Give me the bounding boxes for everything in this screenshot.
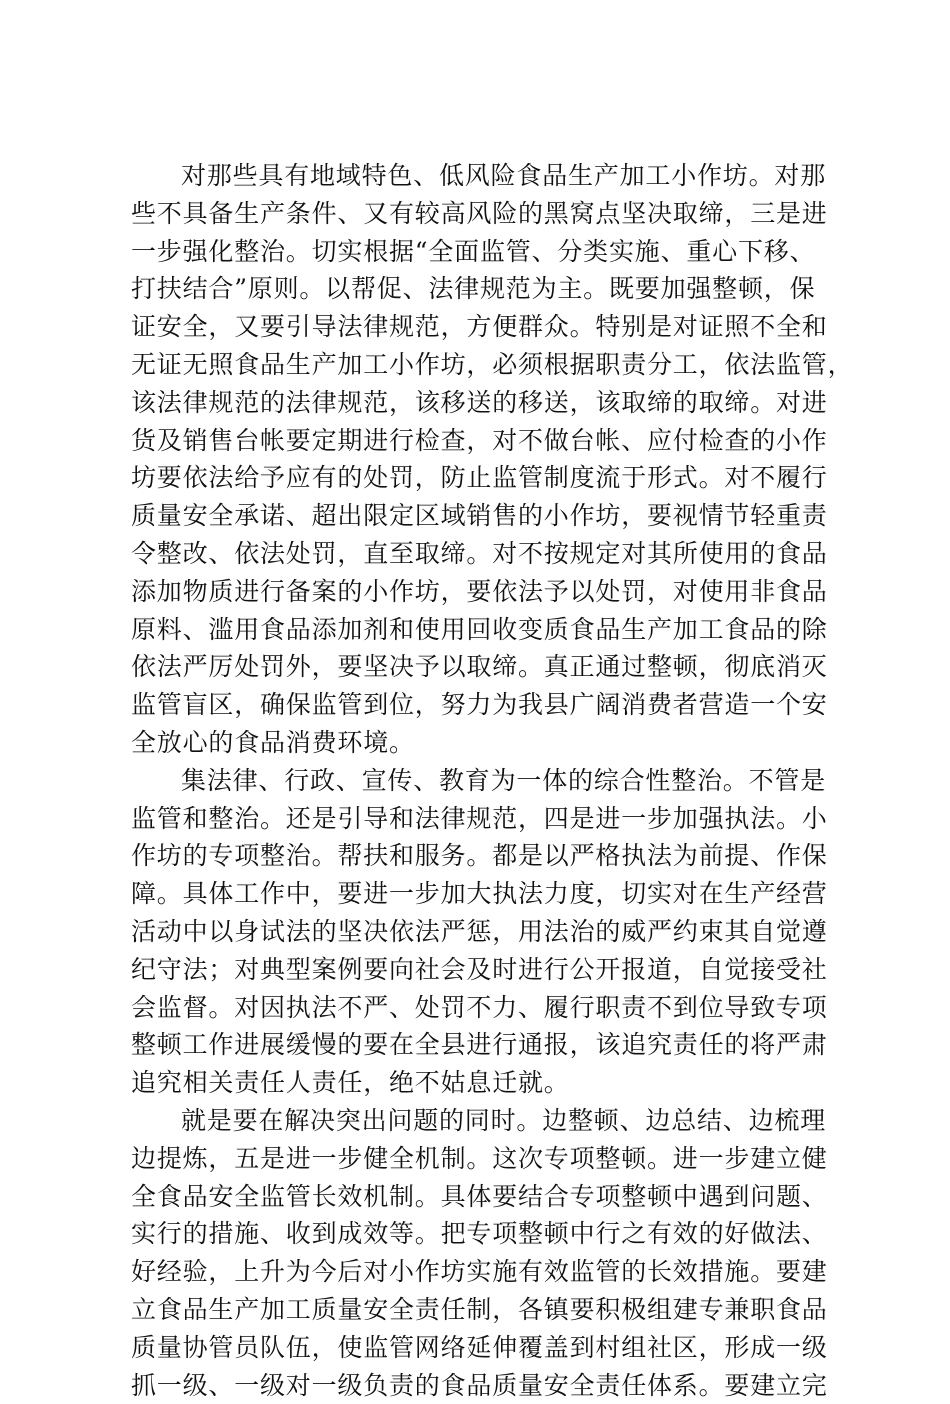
paragraph	[131, 1102, 831, 1404]
text-line: 抓一级、一级对一级负责的食品质量安全责任体系。要建立完	[131, 1367, 831, 1404]
text-line: 监管和整治。还是引导和法律规范，四是进一步加强执法。小	[131, 800, 831, 838]
text-line: 实行的措施、收到成效等。把专项整顿中行之有效的好做法、	[131, 1215, 831, 1253]
text-line: 该法律规范的法律规范，该移送的移送，该取缔的取缔。对进	[131, 384, 831, 422]
text-line: 些不具备生产条件、又有较高风险的黑窝点坚决取缔，三是进	[131, 195, 831, 233]
text-line: 整顿工作进展缓慢的要在全县进行通报，该追究责任的将严肃	[131, 1026, 831, 1064]
text-line: 原料、滥用食品添加剂和使用回收变质食品生产加工食品的除	[131, 611, 831, 649]
text-line: 令整改、依法处罚，直至取缔。对不按规定对其所使用的食品	[131, 535, 831, 573]
text-line: 好经验，上升为今后对小作坊实施有效监管的长效措施。要建	[131, 1253, 831, 1291]
text-line: 作坊的专项整治。帮扶和服务。都是以严格执法为前提、作保	[131, 837, 831, 875]
text-line: 监管盲区，确保监管到位，努力为我县广阔消费者营造一个安	[131, 686, 831, 724]
text-line: 质量安全承诺、超出限定区域销售的小作坊，要视情节轻重责	[131, 497, 831, 535]
text-line: 坊要依法给予应有的处罚，防止监管制度流于形式。对不履行	[131, 459, 831, 497]
text-line: 依法严厉处罚外，要坚决予以取缔。真正通过整顿，彻底消灭	[131, 648, 831, 686]
text-line: 一步强化整治。切实根据“全面监管、分类实施、重心下移、	[131, 233, 831, 271]
text-line: 全食品安全监管长效机制。具体要结合专项整顿中遇到问题、	[131, 1178, 831, 1216]
text-line: 障。具体工作中，要进一步加大执法力度，切实对在生产经营	[131, 875, 831, 913]
text-line: 活动中以身试法的坚决依法严惩，用法治的威严约束其自觉遵	[131, 913, 831, 951]
text-line: 质量协管员队伍，使监管网络延伸覆盖到村组社区，形成一级	[131, 1329, 831, 1367]
paragraph	[131, 157, 831, 762]
paragraph	[131, 762, 831, 1102]
text-line: 立食品生产加工质量安全责任制，各镇要积极组建专兼职食品	[131, 1291, 831, 1329]
text-line: 全放心的食品消费环境。	[131, 724, 831, 762]
text-line: 添加物质进行备案的小作坊，要依法予以处罚，对使用非食品	[131, 573, 831, 611]
text-line: 无证无照食品生产加工小作坊，必须根据职责分工，依法监管，	[131, 346, 831, 384]
text-line: 证安全，又要引导法律规范，方便群众。特别是对证照不全和	[131, 308, 831, 346]
text-line: 会监督。对因执法不严、处罚不力、履行职责不到位导致专项	[131, 989, 831, 1027]
document-body	[131, 157, 831, 1404]
text-line: 货及销售台帐要定期进行检查，对不做台帐、应付检查的小作	[131, 422, 831, 460]
text-line: 追究相关责任人责任，绝不姑息迁就。	[131, 1064, 831, 1102]
text-line: 对那些具有地域特色、低风险食品生产加工小作坊。对那	[131, 157, 831, 195]
text-line: 集法律、行政、宣传、教育为一体的综合性整治。不管是	[131, 762, 831, 800]
text-line: 打扶结合”原则。以帮促、法律规范为主。既要加强整顿，保	[131, 270, 831, 308]
text-line: 纪守法；对典型案例要向社会及时进行公开报道，自觉接受社	[131, 951, 831, 989]
text-line: 边提炼，五是进一步健全机制。这次专项整顿。进一步建立健	[131, 1140, 831, 1178]
text-line: 就是要在解决突出问题的同时。边整顿、边总结、边梳理	[131, 1102, 831, 1140]
